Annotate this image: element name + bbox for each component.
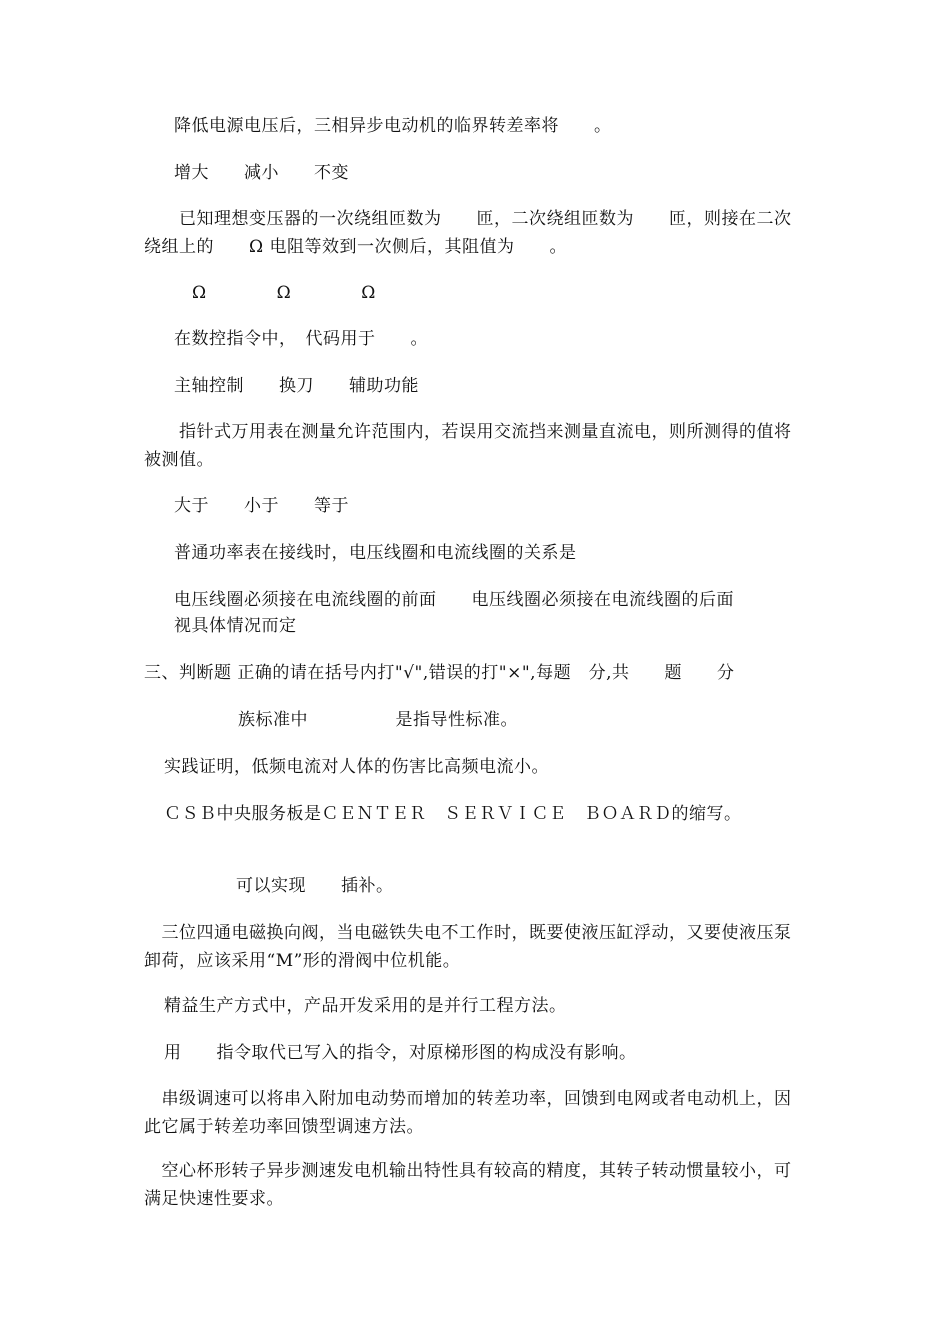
question-5-option-line-1: 电压线圈必须接在电流线圈的前面 电压线圈必须接在电流线圈的后面 [174,590,734,610]
question-1-text: 降低电源电压后，三相异步电动机的临界转差率将 。 [174,116,612,136]
question-4-options: 大于 小于 等于 [174,496,349,516]
judgment-1: 族标准中 是指导性标准。 [238,710,518,730]
question-3-options: 主轴控制 换刀 辅助功能 [174,376,419,396]
section-heading: 三、判断题 正确的请在括号内打"√",错误的打"×",每题 分,共 题 分 [144,663,735,683]
judgment-7: 用 指令取代已写入的指令，对原梯形图的构成没有影响。 [164,1043,637,1063]
judgment-8: 串级调速可以将串入附加电动势而增加的转差功率，回馈到电网或者电动机上，因此它属于转差功率回馈型调速方法。 [144,1089,792,1137]
question-1-options: 增大 减小 不变 [174,163,349,183]
question-4-text: 指针式万用表在测量允许范围内，若误用交流挡来测量直流电，则所测得的值将 被测值。 [144,422,827,470]
question-2-options: Ω Ω Ω [192,283,376,303]
judgment-5: 三位四通电磁换向阀，当电磁铁失电不工作时，既要使液压缸浮动，又要使液压泵卸荷，应该采用“M”形的滑阀中位机能。 [144,923,792,971]
question-5-text: 普通功率表在接线时，电压线圈和电流线圈的关系是 [174,543,577,563]
judgment-3: ＣＳＢ中央服务板是ＣＥＮＴＥＲ ＳＥＲＶＩＣＥ ＢＯＡＲＤ的缩写。 [164,804,742,824]
question-2-text: 已知理想变压器的一次绕组匝数为 匝，二次绕组匝数为 匝，则接在二次绕组上的 Ω 电阻等效到一次侧后，其阻值为 。 [144,209,792,257]
question-5-option-line-2: 视具体情况而定 [174,616,297,636]
judgment-2: 实践证明，低频电流对人体的伤害比高频电流小。 [164,757,549,777]
judgment-4: 可以实现 插补。 [236,876,394,896]
judgment-9: 空心杯形转子异步测速发电机输出特性具有较高的精度，其转子转动惯量较小，可满足快速性要求。 [144,1161,792,1209]
judgment-6: 精益生产方式中，产品开发采用的是并行工程方法。 [164,996,567,1016]
question-3-text: 在数控指令中， 代码用于 。 [174,329,428,349]
